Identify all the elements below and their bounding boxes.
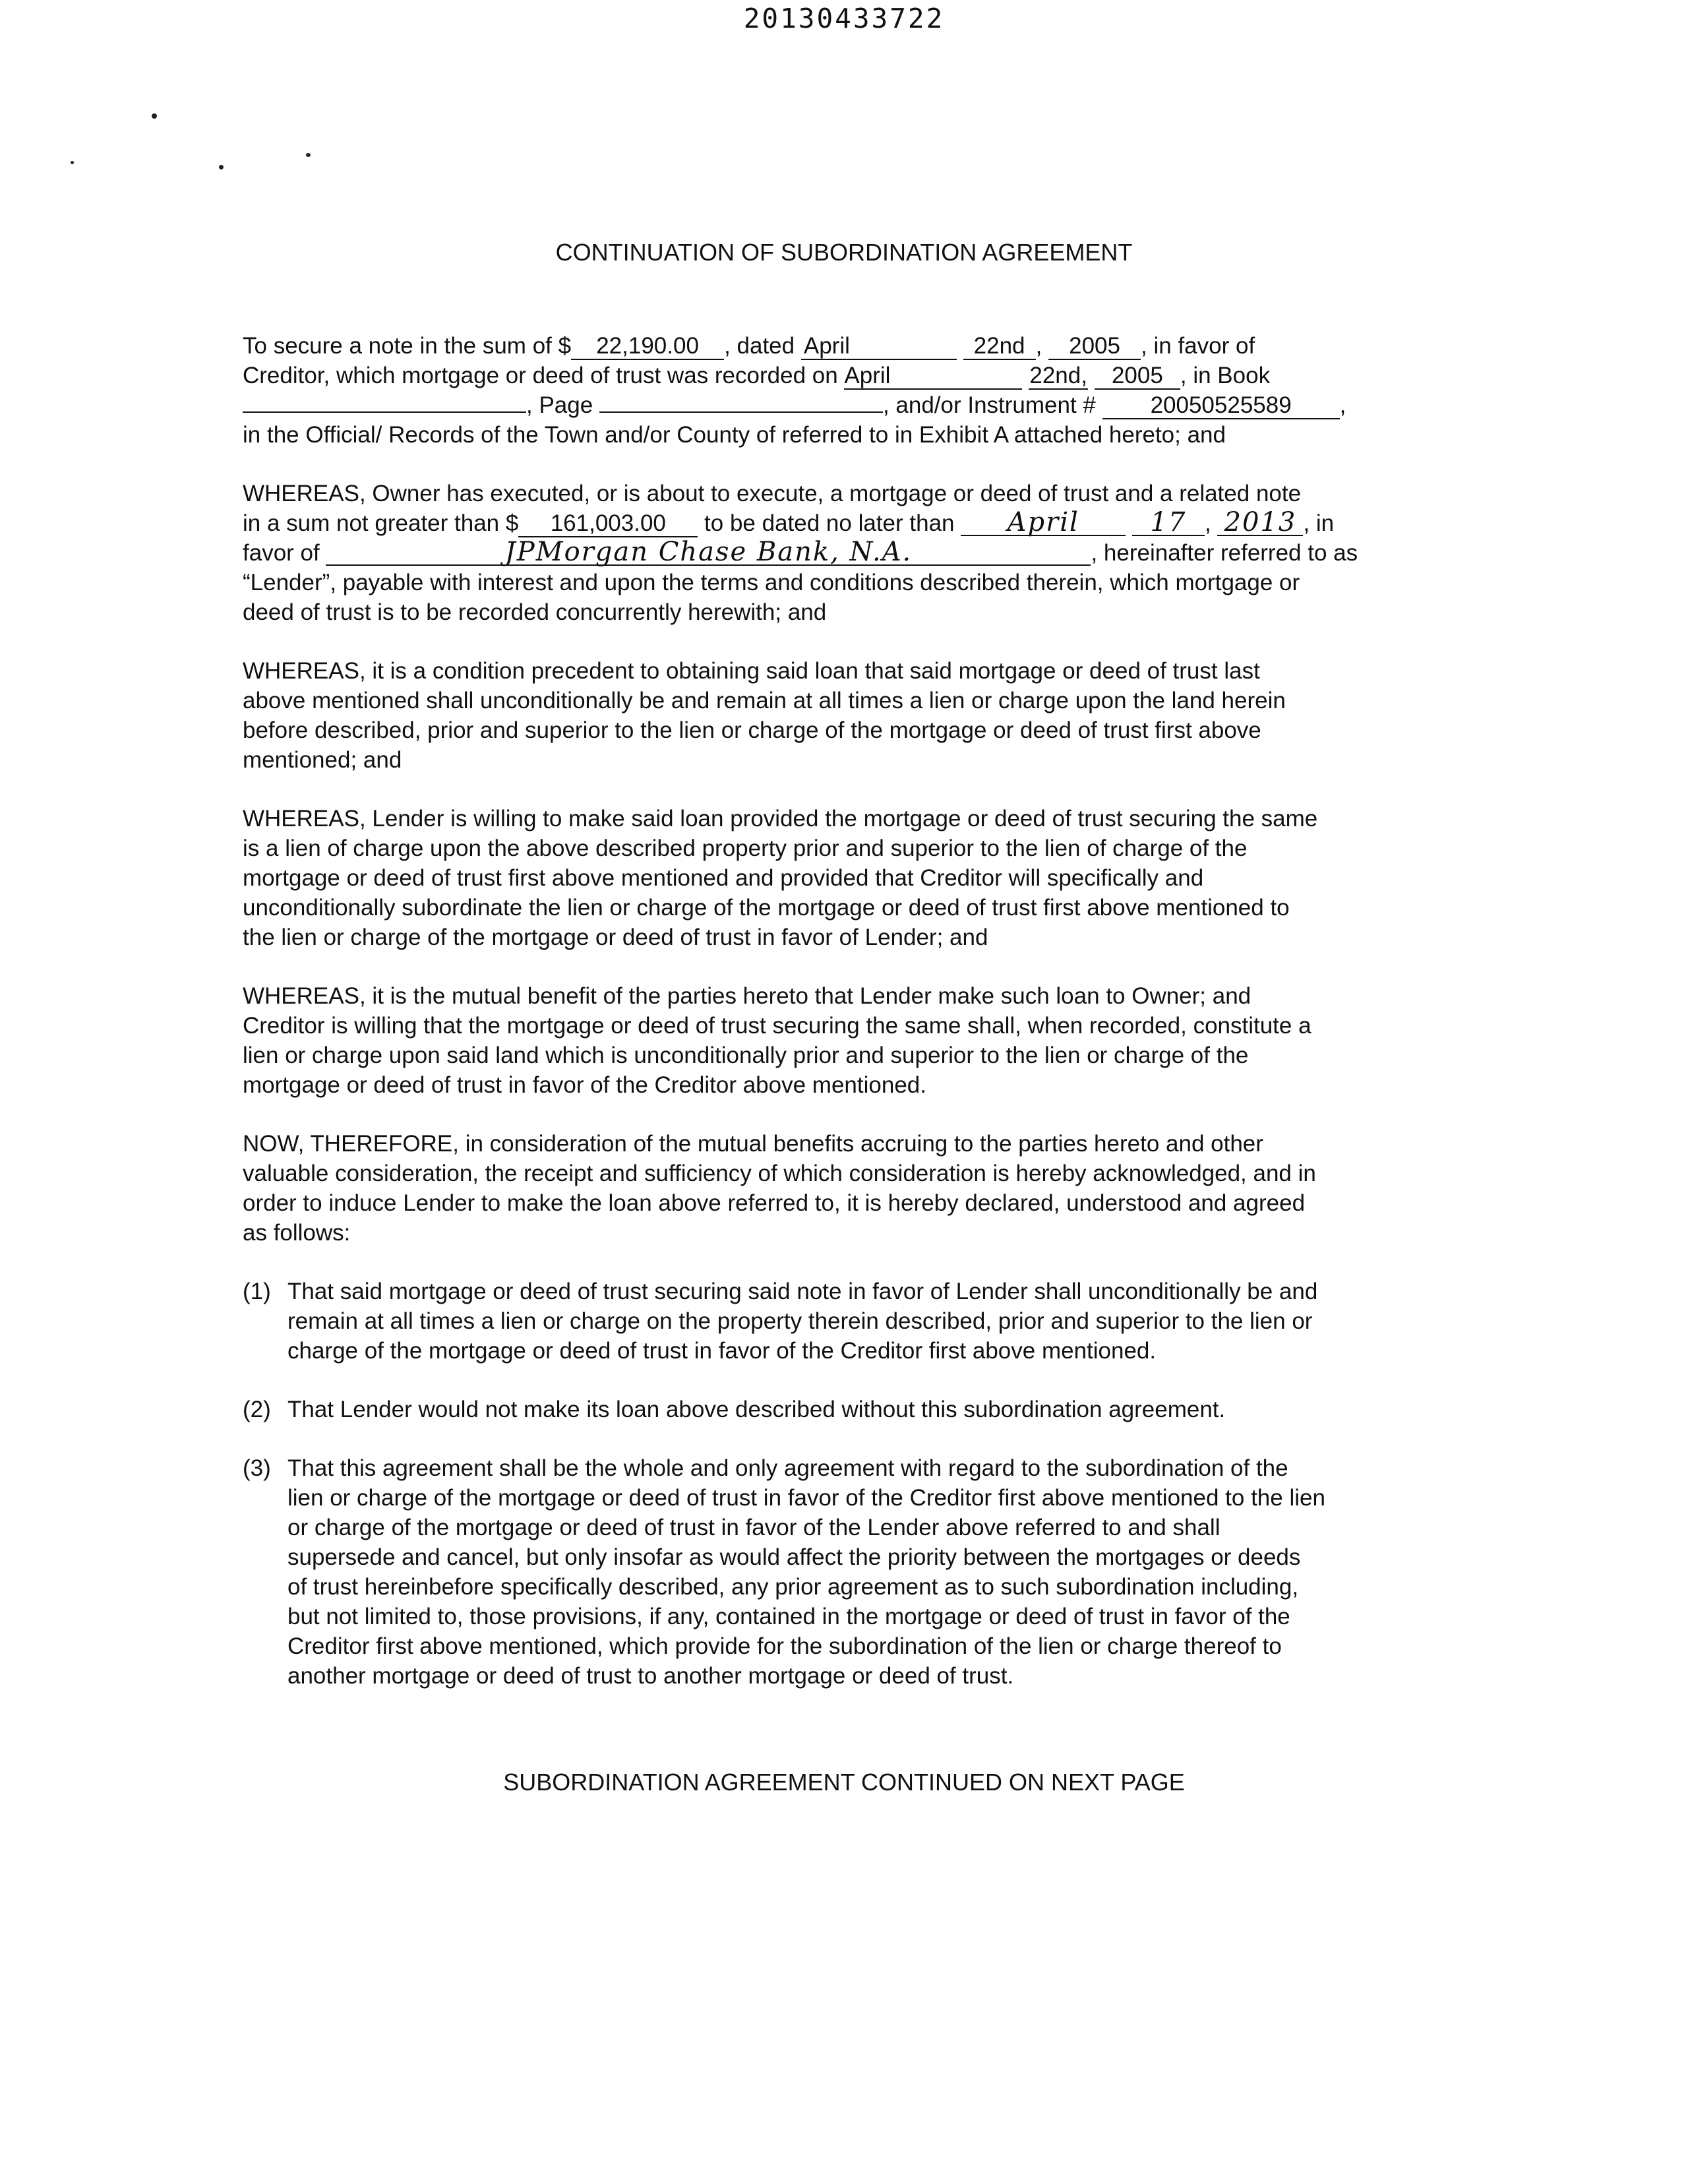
- text-line: That said mortgage or deed of trust securing said note in favor of Lender shall unconditionally be and: [287, 1279, 1318, 1304]
- text-fragment: , in favor of: [1141, 333, 1255, 359]
- dated-day-field: 22nd: [963, 334, 1036, 360]
- text-fragment: , and/or Instrument #: [882, 392, 1096, 418]
- text-line: in the Official/ Records of the Town and/or County of referred to in Exhibit A attached hereto; and: [243, 422, 1226, 448]
- text-line: WHEREAS, it is the mutual benefit of the parties hereto that Lender make such loan to Owner; and: [243, 983, 1251, 1009]
- text-fragment: , Page: [526, 392, 593, 418]
- paragraph-note-terms: To secure a note in the sum of $ 22,190.00 , dated April 22nd , 2005 , in favor of Creditor, which mortgage or deed of trust was recorded on April 22nd, 2005 , in Book , Page , and/or Instrument # 20050525589 , in the Official/ Records of the Town and/or County of referred to in Exhibit A attached hereto; and: [243, 331, 1459, 450]
- handwritten-month: April: [961, 510, 1126, 536]
- continued-footer: SUBORDINATION AGREEMENT CONTINUED ON NEXT PAGE: [503, 1769, 1185, 1796]
- paragraph-now-therefore: [243, 1129, 1459, 1248]
- paragraph-whereas-mutual-benefit: [243, 981, 1459, 1100]
- numbered-clause-3: [243, 1453, 1459, 1691]
- text-fragment: favor of: [243, 540, 320, 566]
- text-line: above mentioned shall unconditionally be and remain at all times a lien or charge upon the land herein: [243, 688, 1286, 713]
- text-line: the lien or charge of the mortgage or deed of trust in favor of Lender; and: [243, 925, 988, 950]
- text-fragment: , in: [1303, 510, 1335, 536]
- text-line: mortgage or deed of trust in favor of the Creditor above mentioned.: [243, 1072, 926, 1098]
- text-line: WHEREAS, it is a condition precedent to obtaining said loan that said mortgage or deed of trust last: [243, 658, 1260, 684]
- document-title: CONTINUATION OF SUBORDINATION AGREEMENT: [555, 239, 1133, 266]
- text-fragment: , dated: [724, 333, 795, 359]
- text-fragment: in a sum not greater than $: [243, 510, 519, 536]
- text-fragment: to be dated no later than: [704, 510, 955, 536]
- recorded-month-field: April: [844, 363, 1022, 390]
- new-note-amount-field: 161,003.00: [518, 511, 698, 537]
- text-line: another mortgage or deed of trust to another mortgage or deed of trust.: [287, 1663, 1014, 1689]
- text-line: NOW, THEREFORE, in consideration of the mutual benefits accruing to the parties hereto and other: [243, 1131, 1263, 1157]
- text-line: Creditor first above mentioned, which provide for the subordination of the lien or charge thereof to: [287, 1633, 1282, 1659]
- text-line: lien or charge of the mortgage or deed of trust in favor of the Creditor first above mentioned to the lien: [287, 1485, 1325, 1511]
- clause-number: (1): [243, 1279, 271, 1304]
- text-line: deed of trust is to be recorded concurrently herewith; and: [243, 599, 827, 625]
- text-line: WHEREAS, Lender is willing to make said loan provided the mortgage or deed of trust securing the same: [243, 806, 1318, 832]
- page-field: [599, 411, 883, 413]
- text-line: That this agreement shall be the whole and only agreement with regard to the subordination of the: [287, 1455, 1288, 1481]
- text-fragment: ,: [1339, 392, 1346, 418]
- text-line: as follows:: [243, 1220, 351, 1246]
- text-line: mortgage or deed of trust first above mentioned and provided that Creditor will specifically and: [243, 865, 1204, 891]
- instrument-number-field: 20050525589: [1102, 393, 1340, 419]
- numbered-clause-1: [243, 1277, 1459, 1366]
- text-line: remain at all times a lien or charge on the property therein described, prior and superior to the lien or: [287, 1308, 1313, 1334]
- text-line: lien or charge upon said land which is unconditionally prior and superior to the lien or charge of the: [243, 1043, 1249, 1068]
- text-fragment: , in Book: [1180, 363, 1271, 388]
- numbered-clause-2: [243, 1395, 1459, 1424]
- text-line: of trust hereinbefore specifically described, any prior agreement as to such subordination including,: [287, 1574, 1299, 1600]
- scan-speck: [306, 153, 311, 157]
- text-line: or charge of the mortgage or deed of trust in favor of the Lender above referred to and shall: [287, 1515, 1221, 1540]
- agreement-body: [243, 331, 1459, 1720]
- text-fragment: Creditor, which mortgage or deed of trust was recorded on: [243, 363, 838, 388]
- text-line: before described, prior and superior to the lien or charge of the mortgage or deed of trust first above: [243, 717, 1261, 743]
- text-line: That Lender would not make its loan above described without this subordination agreement.: [287, 1397, 1226, 1422]
- text-line: is a lien of charge upon the above described property prior and superior to the lien of charge of the: [243, 835, 1248, 861]
- paragraph-whereas-condition: [243, 656, 1459, 775]
- text-fragment: To secure a note in the sum of $: [243, 333, 572, 359]
- handwritten-lender-name: JPMorgan Chase Bank, N.A.: [326, 539, 1091, 566]
- handwritten-day: 17: [1132, 510, 1205, 536]
- book-field: [243, 411, 526, 413]
- text-line: Creditor is willing that the mortgage or deed of trust securing the same shall, when recorded, constitute a: [243, 1013, 1311, 1039]
- scan-speck: [219, 165, 224, 169]
- dated-year-field: 2005: [1048, 334, 1141, 360]
- scan-speck: [71, 161, 74, 164]
- document-number: 20130433722: [743, 3, 945, 34]
- text-line: order to induce Lender to make the loan above referred to, it is hereby declared, understood and agreed: [243, 1190, 1306, 1216]
- dated-month-field: April: [801, 334, 957, 360]
- recorded-year-field: 2005: [1095, 363, 1180, 390]
- clause-number: (2): [243, 1397, 271, 1422]
- clause-number: (3): [243, 1455, 271, 1481]
- paragraph-whereas-lender-willing: [243, 804, 1459, 952]
- text-line: WHEREAS, Owner has executed, or is about to execute, a mortgage or deed of trust and a related note: [243, 481, 1302, 506]
- text-line: charge of the mortgage or deed of trust in favor of the Creditor first above mentioned.: [287, 1338, 1157, 1364]
- scan-speck: [152, 113, 157, 119]
- text-line: mentioned; and: [243, 747, 402, 773]
- handwritten-year: 2013: [1217, 510, 1303, 536]
- text-line: but not limited to, those provisions, if any, contained in the mortgage or deed of trust in favor of the: [287, 1604, 1290, 1629]
- text-line: “Lender”, payable with interest and upon the terms and conditions described therein, which mortgage or: [243, 570, 1300, 595]
- text-line: valuable consideration, the receipt and sufficiency of which consideration is hereby acknowledged, and in: [243, 1161, 1316, 1186]
- note-amount-field: 22,190.00: [571, 334, 724, 360]
- text-line: unconditionally subordinate the lien or charge of the mortgage or deed of trust first above mentioned to: [243, 895, 1290, 921]
- recorded-day-field: 22nd,: [1029, 363, 1087, 388]
- text-fragment: , hereinafter referred to as: [1091, 540, 1358, 566]
- text-line: supersede and cancel, but only insofar as would affect the priority between the mortgages or deeds: [287, 1544, 1301, 1570]
- paragraph-whereas-owner: WHEREAS, Owner has executed, or is about to execute, a mortgage or deed of trust and a related note in a sum not greater than $ 161,003.00 to be dated no later than April 17 , 2013 , in favor of JPMorgan Chase Bank, N.A. , hereinafter referred to as “Lender”, payable with interest and upon the terms and conditions described therein, which mortgage or deed of trust is to be recorded concurrently herewith; and: [243, 479, 1459, 627]
